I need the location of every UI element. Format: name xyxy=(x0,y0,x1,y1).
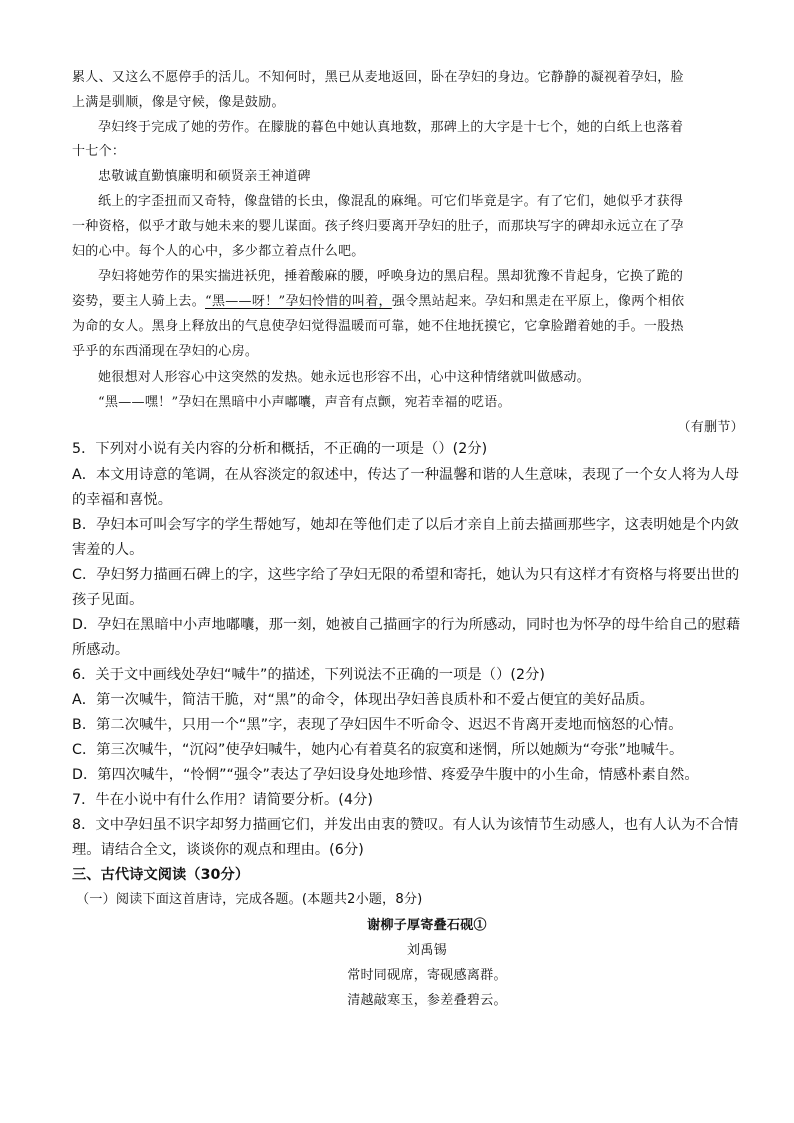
story-line xyxy=(72,290,684,309)
question-5-option-b-cont: 害羞的人。 xyxy=(72,542,144,558)
section-heading: 三、古代诗文阅读（30分） xyxy=(72,867,250,883)
story-line: 妇的心中。每个人的心中，多少都立着点什么吧。 xyxy=(72,244,365,259)
poem-title: 谢柳子厚寄叠石砚① xyxy=(367,918,487,933)
story-line: 一种资格，似乎才敢与她未来的婴儿谋面。孩子终归要离开孕妇的肚子，而那块写字的碑却永远立在了孕 xyxy=(72,219,684,234)
poem-line: 常时同砚席，寄砚感离群。 xyxy=(347,968,507,983)
question-6-option-b: B．第二次喊牛，只用一个“黑”字，表现了孕妇因牛不听命令、迟迟不肯离开麦地而恼怒的心情。 xyxy=(72,717,683,733)
abridged-note: （有删节） xyxy=(677,420,744,435)
story-line: 上满是驯顺，像是守候，像是鼓励。 xyxy=(72,95,285,110)
section-instruction: （一）阅读下面这首唐诗，完成各题。(本题共2小题，8分) xyxy=(76,892,423,907)
story-line: 孕妇终于完成了她的劳作。在朦胧的暮色中她认真地数，那碑上的大字是十七个，她的白纸上也落着 xyxy=(98,120,684,135)
underlined-text: “黑——呀！”孕妇怜惜的叫着， xyxy=(205,294,392,309)
story-line: 累人、又这么不愿停手的活儿。不知何时，黑已从麦地返回，卧在孕妇的身边。它静静的凝视着孕妇，脸 xyxy=(72,70,684,85)
story-line: “黑——嘿！”孕妇在黑暗中小声嘟囔，声音有点颤，宛若幸福的呓语。 xyxy=(98,395,511,410)
story-text: 姿势，要主人骑上去。 xyxy=(72,294,206,309)
question-8-cont: 理。请结合全文，谈谈你的观点和理由。(6分) xyxy=(72,842,364,858)
story-line: 十七个： xyxy=(72,144,126,159)
question-5-option-c: C．孕妇努力描画石碑上的字，这些字给了孕妇无限的希望和寄托，她认为只有这样才有资格与将要出世的 xyxy=(72,567,740,583)
question-7: 7．牛在小说中有什么作用？请简要分析。(4分) xyxy=(72,792,373,808)
question-6-option-a: A．第一次喊牛，简洁干脆，对“黑”的命令，体现出孕妇善良质朴和不爱占便宜的美好品质。 xyxy=(72,692,654,708)
question-6-stem: 6．关于文中画线处孕妇“喊牛”的描述，下列说法不正确的一项是（）(2分) xyxy=(72,667,546,683)
story-line: 忠敬诚直勤慎廉明和硕贤亲王神道碑 xyxy=(98,169,311,184)
poem-line: 清越敲寒玉，参差叠碧云。 xyxy=(347,993,507,1008)
question-8: 8．文中孕妇虽不识字却努力描画它们，并发出由衷的赞叹。有人认为该情节生动感人，也有人认为不合情 xyxy=(72,817,739,833)
question-5-option-a: A．本文用诗意的笔调，在从容淡定的叙述中，传达了一种温馨和谐的人生意味，表现了一个女人将为人母 xyxy=(72,467,740,483)
question-5-stem: 5．下列对小说有关内容的分析和概括，不正确的一项是（）(2分) xyxy=(72,441,488,457)
question-5-option-a-cont: 的幸福和喜悦。 xyxy=(72,492,173,508)
story-line: 乎乎的东西涌现在孕妇的心房。 xyxy=(72,344,259,359)
poem-author: 刘禹锡 xyxy=(407,943,447,958)
story-line: 她很想对人形容心中这突然的发热。她永远也形容不出，心中这种情绪就叫做感动。 xyxy=(98,370,591,385)
question-5-option-d: D．孕妇在黑暗中小声地嘟囔，那一刻，她被自己描画字的行为所感动，同时也为怀孕的母牛给自己的慰藉 xyxy=(72,617,741,633)
story-text: 强令黑站起来。孕妇和黑走在平原上，像两个相依 xyxy=(391,294,685,309)
story-line: 为命的女人。黑身上释放出的气息使孕妇觉得温暖而可靠，她不住地抚摸它，它拿脸蹭着她的手。一股热 xyxy=(72,319,684,334)
story-line: 纸上的字歪扭而又奇特，像盘错的长虫，像混乱的麻绳。可它们毕竟是字。有了它们，她似乎才获得 xyxy=(98,194,684,209)
question-5-option-b: B．孕妇本可叫会写字的学生帮她写，她却在等他们走了以后才亲自上前去描画那些字，这表明她是个内敛 xyxy=(72,517,740,533)
story-line: 孕妇将她劳作的果实揣进袄兜，捶着酸麻的腰，呼唤身边的黑启程。黑却犹豫不肯起身，它换了跪的 xyxy=(98,269,684,284)
question-6-option-c: C．第三次喊牛，“沉闷”使孕妇喊牛，她内心有着莫名的寂寞和迷惘，所以她颇为“夸张”地喊牛。 xyxy=(72,742,684,758)
question-5-option-c-cont: 孩子见面。 xyxy=(72,592,144,608)
question-6-option-d: D．第四次喊牛，“怜惘”“强令”表达了孕妇设身处地珍惜、疼爱孕牛腹中的小生命，情感朴素自然。 xyxy=(72,767,699,783)
question-5-option-d-cont: 所感动。 xyxy=(72,642,130,658)
